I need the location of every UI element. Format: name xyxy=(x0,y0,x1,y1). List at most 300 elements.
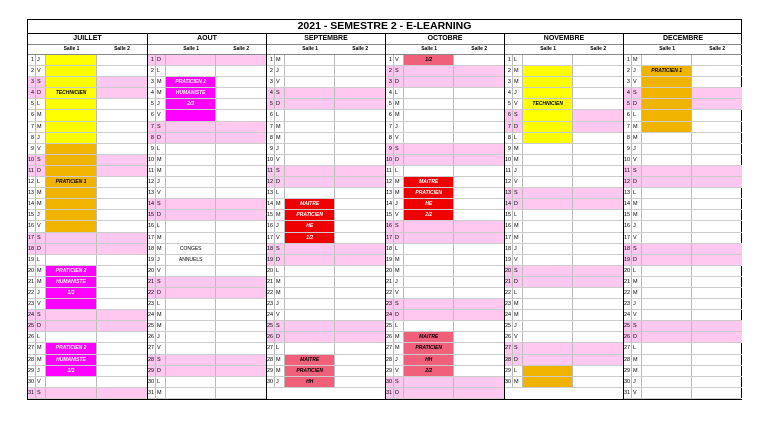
salle-1-cell[interactable]: PRATICIEN 2 xyxy=(46,266,97,276)
salle-2-cell[interactable] xyxy=(692,221,742,231)
salle-2-cell[interactable] xyxy=(573,366,623,376)
salle-2-cell[interactable] xyxy=(335,244,385,254)
salle-1-cell[interactable] xyxy=(404,255,455,265)
salle-2-cell[interactable] xyxy=(692,210,742,220)
salle-2-cell[interactable] xyxy=(335,177,385,187)
salle-2-cell[interactable] xyxy=(216,144,266,154)
salle-1-cell[interactable] xyxy=(46,110,97,120)
salle-2-cell[interactable] xyxy=(97,166,147,176)
salle-1-cell[interactable] xyxy=(285,110,336,120)
salle-1-cell[interactable]: HUMANISTE xyxy=(46,277,97,287)
salle-2-cell[interactable] xyxy=(573,210,623,220)
salle-1-cell[interactable] xyxy=(285,244,336,254)
salle-2-cell[interactable] xyxy=(454,177,504,187)
salle-2-cell[interactable] xyxy=(454,388,504,398)
salle-2-cell[interactable] xyxy=(97,255,147,265)
salle-1-cell[interactable] xyxy=(404,166,455,176)
salle-1-cell[interactable]: 1/2 xyxy=(404,55,455,65)
salle-1-cell[interactable] xyxy=(642,110,693,120)
salle-2-cell[interactable] xyxy=(216,321,266,331)
salle-1-cell[interactable] xyxy=(642,266,693,276)
salle-1-cell[interactable] xyxy=(285,133,336,143)
salle-2-cell[interactable] xyxy=(335,110,385,120)
salle-2-cell[interactable] xyxy=(97,99,147,109)
salle-1-cell[interactable] xyxy=(404,288,455,298)
salle-2-cell[interactable] xyxy=(454,310,504,320)
salle-2-cell[interactable] xyxy=(335,366,385,376)
salle-2-cell[interactable] xyxy=(573,288,623,298)
salle-2-cell[interactable] xyxy=(454,88,504,98)
salle-2-cell[interactable] xyxy=(216,277,266,287)
salle-1-cell[interactable] xyxy=(166,221,217,231)
salle-1-cell[interactable] xyxy=(404,277,455,287)
salle-1-cell[interactable] xyxy=(46,155,97,165)
salle-2-cell[interactable] xyxy=(573,255,623,265)
salle-1-cell[interactable] xyxy=(642,99,693,109)
salle-2-cell[interactable] xyxy=(573,166,623,176)
salle-2-cell[interactable] xyxy=(692,388,742,398)
salle-1-cell[interactable] xyxy=(523,155,574,165)
salle-2-cell[interactable] xyxy=(97,155,147,165)
salle-1-cell[interactable] xyxy=(642,277,693,287)
salle-2-cell[interactable] xyxy=(335,77,385,87)
salle-1-cell[interactable] xyxy=(285,266,336,276)
salle-1-cell[interactable] xyxy=(642,332,693,342)
salle-1-cell[interactable] xyxy=(166,377,217,387)
salle-1-cell[interactable] xyxy=(285,155,336,165)
salle-2-cell[interactable] xyxy=(97,188,147,198)
salle-2-cell[interactable] xyxy=(335,199,385,209)
salle-2-cell[interactable] xyxy=(97,55,147,65)
salle-1-cell[interactable] xyxy=(46,144,97,154)
salle-2-cell[interactable] xyxy=(335,122,385,132)
salle-1-cell[interactable] xyxy=(285,77,336,87)
salle-2-cell[interactable] xyxy=(216,288,266,298)
salle-1-cell[interactable] xyxy=(46,332,97,342)
salle-1-cell[interactable] xyxy=(285,144,336,154)
salle-1-cell[interactable] xyxy=(166,366,217,376)
salle-1-cell[interactable] xyxy=(166,110,217,120)
salle-1-cell[interactable] xyxy=(166,355,217,365)
salle-2-cell[interactable] xyxy=(573,188,623,198)
salle-2-cell[interactable] xyxy=(454,343,504,353)
salle-1-cell[interactable] xyxy=(46,377,97,387)
salle-1-cell[interactable] xyxy=(523,266,574,276)
salle-1-cell[interactable] xyxy=(285,188,336,198)
salle-2-cell[interactable] xyxy=(454,221,504,231)
salle-2-cell[interactable] xyxy=(454,377,504,387)
salle-2-cell[interactable] xyxy=(573,332,623,342)
salle-2-cell[interactable] xyxy=(454,110,504,120)
salle-1-cell[interactable] xyxy=(285,66,336,76)
salle-1-cell[interactable] xyxy=(166,66,217,76)
salle-2-cell[interactable] xyxy=(216,266,266,276)
salle-1-cell[interactable] xyxy=(523,299,574,309)
salle-1-cell[interactable]: PRATICIEN 2 xyxy=(166,77,217,87)
salle-2-cell[interactable] xyxy=(335,66,385,76)
salle-2-cell[interactable] xyxy=(454,66,504,76)
salle-2-cell[interactable] xyxy=(97,288,147,298)
salle-2-cell[interactable] xyxy=(216,66,266,76)
salle-1-cell[interactable] xyxy=(642,388,693,398)
salle-2-cell[interactable] xyxy=(97,266,147,276)
salle-1-cell[interactable] xyxy=(166,210,217,220)
salle-1-cell[interactable] xyxy=(523,355,574,365)
salle-1-cell[interactable] xyxy=(642,177,693,187)
salle-2-cell[interactable] xyxy=(454,321,504,331)
salle-1-cell[interactable] xyxy=(523,77,574,87)
salle-2-cell[interactable] xyxy=(692,332,742,342)
salle-1-cell[interactable] xyxy=(46,299,97,309)
salle-1-cell[interactable]: PRATICIEN xyxy=(285,210,336,220)
salle-1-cell[interactable] xyxy=(46,122,97,132)
salle-2-cell[interactable] xyxy=(573,277,623,287)
salle-1-cell[interactable] xyxy=(404,221,455,231)
salle-1-cell[interactable] xyxy=(642,310,693,320)
salle-2-cell[interactable] xyxy=(692,255,742,265)
salle-2-cell[interactable] xyxy=(692,366,742,376)
salle-1-cell[interactable] xyxy=(642,377,693,387)
salle-2-cell[interactable] xyxy=(335,133,385,143)
salle-2-cell[interactable] xyxy=(692,266,742,276)
salle-2-cell[interactable] xyxy=(573,221,623,231)
salle-1-cell[interactable] xyxy=(46,55,97,65)
salle-2-cell[interactable] xyxy=(692,155,742,165)
salle-2-cell[interactable] xyxy=(573,144,623,154)
salle-1-cell[interactable] xyxy=(642,233,693,243)
salle-2-cell[interactable] xyxy=(216,377,266,387)
salle-1-cell[interactable] xyxy=(404,233,455,243)
salle-1-cell[interactable] xyxy=(166,277,217,287)
salle-2-cell[interactable] xyxy=(454,99,504,109)
salle-2-cell[interactable] xyxy=(97,277,147,287)
salle-1-cell[interactable] xyxy=(166,266,217,276)
salle-1-cell[interactable] xyxy=(285,55,336,65)
salle-1-cell[interactable] xyxy=(166,299,217,309)
salle-2-cell[interactable] xyxy=(692,88,742,98)
salle-1-cell[interactable] xyxy=(523,343,574,353)
salle-2-cell[interactable] xyxy=(692,133,742,143)
salle-2-cell[interactable] xyxy=(216,221,266,231)
salle-2-cell[interactable] xyxy=(97,366,147,376)
salle-1-cell[interactable] xyxy=(404,66,455,76)
salle-2-cell[interactable] xyxy=(97,144,147,154)
salle-2-cell[interactable] xyxy=(573,122,623,132)
salle-2-cell[interactable] xyxy=(216,110,266,120)
salle-1-cell[interactable] xyxy=(523,377,574,387)
salle-1-cell[interactable]: HUMANISTE xyxy=(46,355,97,365)
salle-1-cell[interactable] xyxy=(46,388,97,398)
salle-2-cell[interactable] xyxy=(216,332,266,342)
salle-1-cell[interactable]: 2/2 xyxy=(404,366,455,376)
salle-2-cell[interactable] xyxy=(335,166,385,176)
salle-2-cell[interactable] xyxy=(573,66,623,76)
salle-2-cell[interactable] xyxy=(454,366,504,376)
salle-1-cell[interactable] xyxy=(285,310,336,320)
salle-1-cell[interactable]: HE xyxy=(404,199,455,209)
salle-2-cell[interactable] xyxy=(216,122,266,132)
salle-2-cell[interactable] xyxy=(454,188,504,198)
salle-2-cell[interactable] xyxy=(97,122,147,132)
salle-2-cell[interactable] xyxy=(216,366,266,376)
salle-1-cell[interactable] xyxy=(166,388,217,398)
salle-1-cell[interactable] xyxy=(166,332,217,342)
salle-2-cell[interactable] xyxy=(454,233,504,243)
salle-1-cell[interactable]: TECHNICIEN xyxy=(523,99,574,109)
salle-2-cell[interactable] xyxy=(692,99,742,109)
salle-2-cell[interactable] xyxy=(335,255,385,265)
salle-2-cell[interactable] xyxy=(692,277,742,287)
salle-1-cell[interactable] xyxy=(285,88,336,98)
salle-2-cell[interactable] xyxy=(692,177,742,187)
salle-2-cell[interactable] xyxy=(454,255,504,265)
salle-1-cell[interactable]: 2/3 xyxy=(166,99,217,109)
salle-2-cell[interactable] xyxy=(454,244,504,254)
salle-2-cell[interactable] xyxy=(573,299,623,309)
salle-1-cell[interactable] xyxy=(166,321,217,331)
salle-2-cell[interactable] xyxy=(692,188,742,198)
salle-2-cell[interactable] xyxy=(573,99,623,109)
salle-1-cell[interactable] xyxy=(404,122,455,132)
salle-1-cell[interactable] xyxy=(166,199,217,209)
salle-2-cell[interactable] xyxy=(573,177,623,187)
salle-1-cell[interactable] xyxy=(46,188,97,198)
salle-2-cell[interactable] xyxy=(216,166,266,176)
salle-1-cell[interactable] xyxy=(404,377,455,387)
salle-1-cell[interactable] xyxy=(46,133,97,143)
salle-1-cell[interactable] xyxy=(46,255,97,265)
salle-1-cell[interactable]: MAITRE xyxy=(285,355,336,365)
salle-1-cell[interactable]: 3/3 xyxy=(46,366,97,376)
salle-2-cell[interactable] xyxy=(335,188,385,198)
salle-1-cell[interactable] xyxy=(404,155,455,165)
salle-2-cell[interactable] xyxy=(97,388,147,398)
salle-1-cell[interactable] xyxy=(46,210,97,220)
salle-1-cell[interactable] xyxy=(642,366,693,376)
salle-1-cell[interactable] xyxy=(523,110,574,120)
salle-2-cell[interactable] xyxy=(692,343,742,353)
salle-1-cell[interactable] xyxy=(404,310,455,320)
salle-2-cell[interactable] xyxy=(335,210,385,220)
salle-1-cell[interactable]: PRATICIEN xyxy=(285,366,336,376)
salle-1-cell[interactable] xyxy=(285,255,336,265)
salle-2-cell[interactable] xyxy=(573,266,623,276)
salle-1-cell[interactable] xyxy=(46,310,97,320)
salle-2-cell[interactable] xyxy=(573,155,623,165)
salle-1-cell[interactable] xyxy=(404,388,455,398)
salle-1-cell[interactable] xyxy=(642,321,693,331)
salle-1-cell[interactable] xyxy=(523,66,574,76)
salle-1-cell[interactable] xyxy=(523,122,574,132)
salle-2-cell[interactable] xyxy=(97,343,147,353)
salle-1-cell[interactable] xyxy=(642,55,693,65)
salle-1-cell[interactable] xyxy=(642,255,693,265)
salle-1-cell[interactable] xyxy=(523,310,574,320)
salle-1-cell[interactable]: TECHNICIEN xyxy=(46,88,97,98)
salle-1-cell[interactable] xyxy=(642,122,693,132)
salle-2-cell[interactable] xyxy=(216,133,266,143)
salle-1-cell[interactable] xyxy=(46,77,97,87)
salle-1-cell[interactable] xyxy=(404,99,455,109)
salle-2-cell[interactable] xyxy=(573,77,623,87)
salle-1-cell[interactable] xyxy=(642,166,693,176)
salle-2-cell[interactable] xyxy=(692,355,742,365)
salle-1-cell[interactable] xyxy=(166,133,217,143)
salle-1-cell[interactable] xyxy=(166,310,217,320)
salle-1-cell[interactable] xyxy=(523,133,574,143)
salle-2-cell[interactable] xyxy=(216,88,266,98)
salle-2-cell[interactable] xyxy=(335,321,385,331)
salle-1-cell[interactable] xyxy=(642,77,693,87)
salle-2-cell[interactable] xyxy=(454,77,504,87)
salle-1-cell[interactable]: HE xyxy=(285,221,336,231)
salle-2-cell[interactable] xyxy=(97,321,147,331)
salle-1-cell[interactable] xyxy=(46,244,97,254)
salle-2-cell[interactable] xyxy=(454,277,504,287)
salle-2-cell[interactable] xyxy=(454,199,504,209)
salle-2-cell[interactable] xyxy=(216,177,266,187)
salle-1-cell[interactable] xyxy=(523,221,574,231)
salle-2-cell[interactable] xyxy=(335,277,385,287)
salle-2-cell[interactable] xyxy=(335,88,385,98)
salle-2-cell[interactable] xyxy=(692,77,742,87)
salle-1-cell[interactable] xyxy=(285,166,336,176)
salle-2-cell[interactable] xyxy=(97,199,147,209)
salle-1-cell[interactable] xyxy=(166,177,217,187)
salle-2-cell[interactable] xyxy=(692,310,742,320)
salle-2-cell[interactable] xyxy=(216,199,266,209)
salle-2-cell[interactable] xyxy=(692,233,742,243)
salle-1-cell[interactable] xyxy=(404,133,455,143)
salle-1-cell[interactable] xyxy=(523,188,574,198)
salle-1-cell[interactable]: 1/2 xyxy=(285,233,336,243)
salle-1-cell[interactable] xyxy=(523,199,574,209)
salle-2-cell[interactable] xyxy=(97,233,147,243)
salle-2-cell[interactable] xyxy=(216,155,266,165)
salle-1-cell[interactable] xyxy=(404,299,455,309)
salle-2-cell[interactable] xyxy=(573,55,623,65)
salle-2-cell[interactable] xyxy=(454,299,504,309)
salle-2-cell[interactable] xyxy=(692,122,742,132)
salle-2-cell[interactable] xyxy=(97,77,147,87)
salle-1-cell[interactable] xyxy=(46,66,97,76)
salle-2-cell[interactable] xyxy=(692,321,742,331)
salle-2-cell[interactable] xyxy=(454,355,504,365)
salle-1-cell[interactable] xyxy=(166,155,217,165)
salle-1-cell[interactable] xyxy=(642,144,693,154)
salle-1-cell[interactable] xyxy=(285,99,336,109)
salle-2-cell[interactable] xyxy=(573,244,623,254)
salle-1-cell[interactable] xyxy=(523,288,574,298)
salle-1-cell[interactable] xyxy=(285,299,336,309)
salle-1-cell[interactable] xyxy=(642,343,693,353)
salle-1-cell[interactable] xyxy=(285,277,336,287)
salle-1-cell[interactable] xyxy=(523,332,574,342)
salle-1-cell[interactable] xyxy=(642,244,693,254)
salle-2-cell[interactable] xyxy=(454,122,504,132)
salle-2-cell[interactable] xyxy=(692,144,742,154)
salle-1-cell[interactable] xyxy=(166,233,217,243)
salle-1-cell[interactable] xyxy=(404,244,455,254)
salle-1-cell[interactable] xyxy=(642,88,693,98)
salle-2-cell[interactable] xyxy=(454,210,504,220)
salle-2-cell[interactable] xyxy=(97,133,147,143)
salle-1-cell[interactable] xyxy=(404,77,455,87)
salle-2-cell[interactable] xyxy=(573,110,623,120)
salle-1-cell[interactable] xyxy=(523,277,574,287)
salle-2-cell[interactable] xyxy=(216,299,266,309)
salle-2-cell[interactable] xyxy=(97,244,147,254)
salle-1-cell[interactable] xyxy=(642,155,693,165)
salle-2-cell[interactable] xyxy=(692,299,742,309)
salle-1-cell[interactable] xyxy=(166,55,217,65)
salle-1-cell[interactable] xyxy=(404,88,455,98)
salle-1-cell[interactable] xyxy=(642,199,693,209)
salle-2-cell[interactable] xyxy=(216,77,266,87)
salle-2-cell[interactable] xyxy=(692,377,742,387)
salle-2-cell[interactable] xyxy=(335,155,385,165)
salle-1-cell[interactable] xyxy=(523,366,574,376)
salle-2-cell[interactable] xyxy=(216,388,266,398)
salle-1-cell[interactable] xyxy=(166,188,217,198)
salle-1-cell[interactable] xyxy=(523,177,574,187)
salle-1-cell[interactable] xyxy=(404,110,455,120)
salle-1-cell[interactable] xyxy=(166,144,217,154)
salle-1-cell[interactable] xyxy=(285,288,336,298)
salle-1-cell[interactable]: 1/3 xyxy=(46,288,97,298)
salle-2-cell[interactable] xyxy=(216,210,266,220)
salle-1-cell[interactable] xyxy=(46,321,97,331)
salle-1-cell[interactable]: PRATICIEN xyxy=(404,188,455,198)
salle-1-cell[interactable]: HH xyxy=(404,355,455,365)
salle-1-cell[interactable] xyxy=(285,321,336,331)
salle-2-cell[interactable] xyxy=(335,266,385,276)
salle-2-cell[interactable] xyxy=(335,377,385,387)
salle-2-cell[interactable] xyxy=(335,288,385,298)
salle-1-cell[interactable]: PRATICIEN 2 xyxy=(46,343,97,353)
salle-2-cell[interactable] xyxy=(454,133,504,143)
salle-1-cell[interactable] xyxy=(523,166,574,176)
salle-2-cell[interactable] xyxy=(573,377,623,387)
salle-2-cell[interactable] xyxy=(97,88,147,98)
salle-2-cell[interactable] xyxy=(454,166,504,176)
salle-1-cell[interactable] xyxy=(523,244,574,254)
salle-1-cell[interactable] xyxy=(642,299,693,309)
salle-1-cell[interactable] xyxy=(523,144,574,154)
salle-1-cell[interactable] xyxy=(523,233,574,243)
salle-2-cell[interactable] xyxy=(335,233,385,243)
salle-2-cell[interactable] xyxy=(97,221,147,231)
salle-1-cell[interactable] xyxy=(166,122,217,132)
salle-1-cell[interactable] xyxy=(523,55,574,65)
salle-1-cell[interactable]: MAITRE xyxy=(404,332,455,342)
salle-2-cell[interactable] xyxy=(335,310,385,320)
salle-2-cell[interactable] xyxy=(335,55,385,65)
salle-2-cell[interactable] xyxy=(692,199,742,209)
salle-2-cell[interactable] xyxy=(454,332,504,342)
salle-2-cell[interactable] xyxy=(97,177,147,187)
salle-2-cell[interactable] xyxy=(335,343,385,353)
salle-1-cell[interactable]: HH xyxy=(285,377,336,387)
salle-1-cell[interactable] xyxy=(642,210,693,220)
salle-2-cell[interactable] xyxy=(216,355,266,365)
salle-2-cell[interactable] xyxy=(692,288,742,298)
salle-1-cell[interactable] xyxy=(285,343,336,353)
salle-2-cell[interactable] xyxy=(573,355,623,365)
salle-2-cell[interactable] xyxy=(97,355,147,365)
salle-1-cell[interactable] xyxy=(166,343,217,353)
salle-2-cell[interactable] xyxy=(335,144,385,154)
